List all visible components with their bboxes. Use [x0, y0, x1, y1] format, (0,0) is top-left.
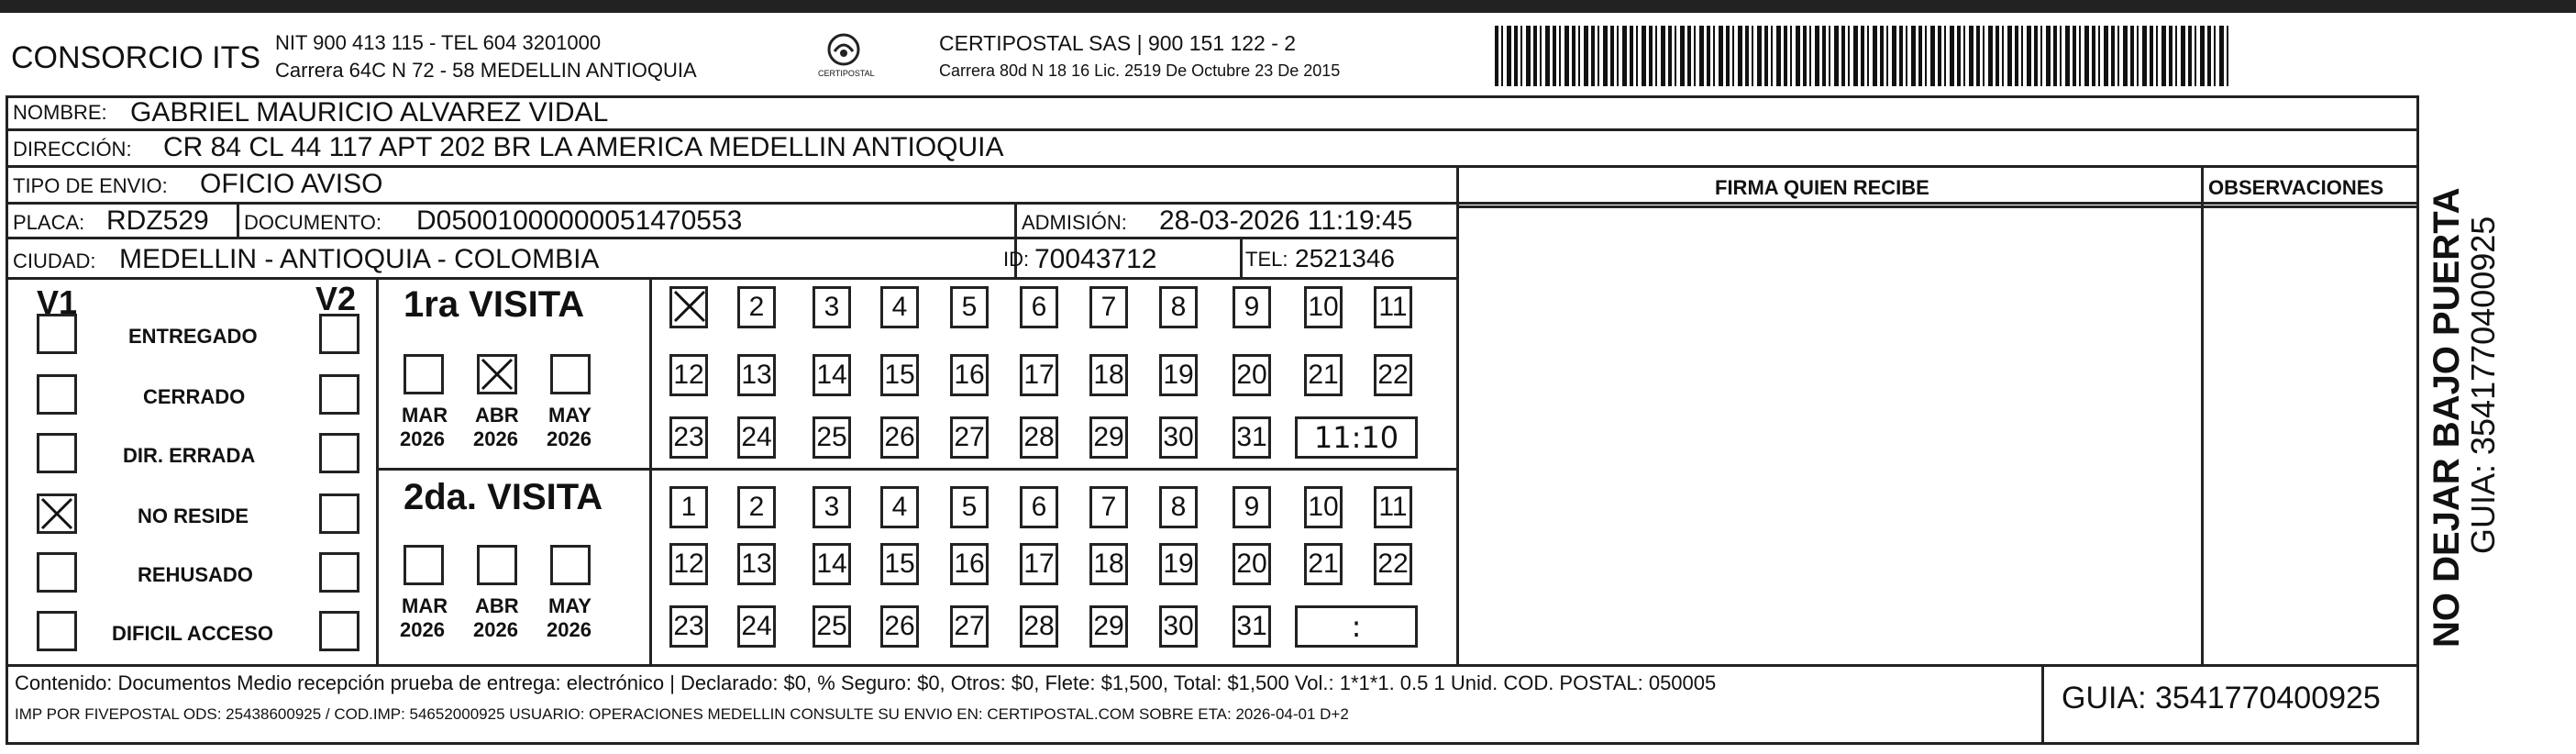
col-line	[1456, 165, 1459, 664]
v2-checkbox[interactable]	[319, 314, 359, 354]
v2-checkbox[interactable]	[319, 493, 359, 534]
status-label: DIR. ERRADA	[123, 444, 256, 467]
logo-text: CERTIPOSTAL	[818, 69, 875, 78]
visita1-day[interactable]: 6	[1020, 286, 1058, 328]
v1-checkbox[interactable]	[37, 314, 77, 354]
visita2-month-year: 2026	[400, 618, 445, 641]
visita2-day[interactable]: 23	[669, 605, 708, 648]
visita2-day[interactable]: 6	[1020, 486, 1058, 528]
visita1-month-year: 2026	[547, 427, 591, 450]
visita2-day[interactable]: 31	[1233, 605, 1271, 648]
visita2-day[interactable]: 2	[737, 486, 776, 528]
visita2-day[interactable]: 15	[880, 543, 919, 585]
status-label: CERRADO	[143, 385, 246, 408]
v1-checkbox[interactable]	[37, 433, 77, 473]
status-label: DIFICIL ACCESO	[112, 622, 274, 645]
documento-label: DOCUMENTO:	[244, 211, 381, 234]
ciudad-value: MEDELLIN - ANTIOQUIA - COLOMBIA	[119, 244, 600, 274]
placa-value: RDZ529	[106, 205, 209, 236]
visita1-day[interactable]: 21	[1304, 354, 1343, 396]
visita1-day-checked[interactable]	[669, 286, 708, 328]
visita2-day[interactable]: 27	[950, 605, 989, 648]
col-line	[2041, 664, 2044, 745]
v2-checkbox[interactable]	[319, 611, 359, 651]
visita1-month-year: 2026	[400, 427, 445, 450]
v2-checkbox[interactable]	[319, 374, 359, 415]
v1-checkbox[interactable]	[37, 611, 77, 651]
visita1-day[interactable]: 2	[737, 286, 776, 328]
side-text	[2423, 101, 2505, 743]
visita1-month-checkbox[interactable]	[477, 354, 517, 394]
visita2-day[interactable]: 30	[1159, 605, 1198, 648]
status-label: ENTREGADO	[128, 325, 258, 348]
top-border	[0, 0, 2576, 13]
visita1-day[interactable]: 8	[1159, 286, 1198, 328]
visita2-day[interactable]: 5	[950, 486, 989, 528]
visita2-day[interactable]: 4	[880, 486, 919, 528]
visita1-time-field[interactable]: 11:10	[1295, 416, 1418, 459]
v1-checkbox[interactable]	[37, 493, 77, 534]
visita2-day[interactable]: 17	[1020, 543, 1058, 585]
v1-checkbox[interactable]	[37, 374, 77, 415]
visita2-month-label: MAR	[402, 594, 448, 617]
visita1-month-label: ABR	[475, 404, 519, 427]
visita1-day[interactable]: 25	[813, 416, 851, 459]
col-line	[649, 277, 652, 664]
col-line	[1240, 237, 1243, 279]
tel-value: 2521346	[1295, 244, 1396, 272]
visita2-month-label: ABR	[475, 594, 519, 617]
visita1-day[interactable]: 29	[1089, 416, 1128, 459]
barcode	[1495, 26, 2228, 86]
visita1-day[interactable]: 16	[950, 354, 989, 396]
visita2-day[interactable]: 20	[1233, 543, 1271, 585]
admision-value: 28-03-2026 11:19:45	[1159, 205, 1413, 236]
visita1-day[interactable]: 3	[813, 286, 851, 328]
visita2-day[interactable]: 13	[737, 543, 776, 585]
visita1-day[interactable]: 24	[737, 416, 776, 459]
v2-checkbox[interactable]	[319, 433, 359, 473]
visita1-day[interactable]: 27	[950, 416, 989, 459]
visita2-day[interactable]: 16	[950, 543, 989, 585]
footer-content: Contenido: Documentos Medio recepción prueba de entrega: electrónico | Declarado: $0, % Seguro: $0, Otros: $0, Flete: $1,500, Total: $1,500 Vol.: 1*1*1. 0.5 1 Unid. COD. POSTAL: 050005	[15, 671, 1717, 694]
visita1-title: 1ra VISITA	[404, 284, 585, 325]
documento-value: D05001000000051470553	[416, 205, 743, 236]
col-line	[237, 202, 239, 238]
admision-label: ADMISIÓN:	[1022, 211, 1127, 234]
visita1-month-label: MAR	[402, 404, 448, 427]
visita2-day[interactable]: 3	[813, 486, 851, 528]
visita2-day[interactable]: 25	[813, 605, 851, 648]
visita1-month-checkbox[interactable]	[404, 354, 444, 394]
visita2-day[interactable]: 21	[1304, 543, 1343, 585]
ciudad-label: CIUDAD:	[13, 249, 96, 272]
row-line	[6, 202, 2419, 205]
row-line	[6, 165, 2419, 168]
visita2-day[interactable]: 12	[669, 543, 708, 585]
visita2-day[interactable]: 10	[1304, 486, 1343, 528]
visita2-day[interactable]: 22	[1374, 543, 1412, 585]
visita1-day[interactable]: 4	[880, 286, 919, 328]
tipo-label: TIPO DE ENVIO:	[13, 174, 168, 197]
visita1-day[interactable]: 20	[1233, 354, 1271, 396]
visita1-month-label: MAY	[548, 404, 591, 427]
firma-label: FIRMA QUIEN RECIBE	[1715, 176, 1929, 199]
visita2-month-checkbox[interactable]	[550, 545, 591, 585]
visita1-day[interactable]: 17	[1020, 354, 1058, 396]
observaciones-label: OBSERVACIONES	[2208, 176, 2384, 199]
tel-label: TEL:	[1245, 248, 1288, 271]
row-line	[376, 468, 1458, 471]
footer-imp: IMP POR FIVEPOSTAL ODS: 25438600925 / COD.IMP: 54652000925 USUARIO: OPERACIONES MEDELLIN CONSULTE SU ENVIO EN: CERTIPOSTAL.COM SOBRE ETA: 2026-04-01 D+2	[15, 705, 1349, 723]
visita2-month-year: 2026	[473, 618, 518, 641]
certipostal-nit: CERTIPOSTAL SAS | 900 151 122 - 2	[939, 31, 1297, 55]
visita2-day[interactable]: 1	[669, 486, 708, 528]
footer-line	[6, 664, 2419, 667]
col-line	[2201, 165, 2204, 664]
tipo-value: OFICIO AVISO	[200, 169, 383, 199]
visita2-day[interactable]: 14	[813, 543, 851, 585]
visita2-month-year: 2026	[547, 618, 591, 641]
visita1-day[interactable]: 5	[950, 286, 989, 328]
visita2-month-label: MAY	[548, 594, 591, 617]
visita1-day[interactable]: 11	[1374, 286, 1412, 328]
id-label: ID:	[1003, 248, 1030, 271]
visita2-day[interactable]: 28	[1020, 605, 1058, 648]
visita1-day[interactable]: 12	[669, 354, 708, 396]
visita1-day[interactable]: 26	[880, 416, 919, 459]
row-line	[1458, 205, 2201, 208]
id-value: 70043712	[1034, 244, 1157, 274]
row-line	[2201, 205, 2419, 208]
footer-guia: GUIA: 3541770400925	[2062, 681, 2381, 715]
visita1-day[interactable]: 31	[1233, 416, 1271, 459]
v2-label: V2	[315, 280, 357, 317]
company-nit: NIT 900 413 115 - TEL 604 3201000	[275, 31, 602, 54]
v1-checkbox[interactable]	[37, 552, 77, 593]
visita2-day[interactable]: 7	[1089, 486, 1128, 528]
visita1-day[interactable]: 18	[1089, 354, 1128, 396]
visita2-day[interactable]: 26	[880, 605, 919, 648]
company-name: CONSORCIO ITS	[11, 40, 261, 75]
col-line	[376, 277, 379, 664]
side-guia: GUIA: 3541770400925	[2464, 216, 2502, 554]
visita1-day[interactable]: 28	[1020, 416, 1058, 459]
visita2-day[interactable]: 19	[1159, 543, 1198, 585]
visita2-day[interactable]: 9	[1233, 486, 1271, 528]
direccion-value: CR 84 CL 44 117 APT 202 BR LA AMERICA MEDELLIN ANTIOQUIA	[163, 132, 1004, 162]
v2-checkbox[interactable]	[319, 552, 359, 593]
visita1-day[interactable]: 14	[813, 354, 851, 396]
visita2-day[interactable]: 29	[1089, 605, 1128, 648]
certipostal-address: Carrera 80d N 18 16 Lic. 2519 De Octubre 23 De 2015	[939, 61, 1341, 80]
visita2-month-checkbox[interactable]	[477, 545, 517, 585]
visita1-day[interactable]: 22	[1374, 354, 1412, 396]
visita1-day[interactable]: 10	[1304, 286, 1343, 328]
visita1-day[interactable]: 23	[669, 416, 708, 459]
status-label: NO RESIDE	[138, 505, 249, 527]
visita1-day[interactable]: 15	[880, 354, 919, 396]
visita2-month-checkbox[interactable]	[404, 545, 444, 585]
placa-label: PLACA:	[13, 211, 85, 234]
visita2-day[interactable]: 18	[1089, 543, 1128, 585]
nombre-label: NOMBRE:	[13, 101, 107, 124]
certipostal-logo-icon	[825, 31, 862, 68]
visita2-day[interactable]: 24	[737, 605, 776, 648]
status-label: REHUSADO	[138, 563, 253, 586]
visita1-day[interactable]: 9	[1233, 286, 1271, 328]
visita1-day[interactable]: 13	[737, 354, 776, 396]
visita2-day[interactable]: 8	[1159, 486, 1198, 528]
visita1-day[interactable]: 30	[1159, 416, 1198, 459]
nombre-value: GABRIEL MAURICIO ALVAREZ VIDAL	[130, 97, 609, 128]
company-address: Carrera 64C N 72 - 58 MEDELLIN ANTIOQUIA	[275, 59, 697, 82]
visita2-time-field[interactable]: :	[1295, 605, 1418, 648]
visita1-day[interactable]: 7	[1089, 286, 1128, 328]
visita1-month-year: 2026	[473, 427, 518, 450]
visita1-day[interactable]: 19	[1159, 354, 1198, 396]
no-dejar-warning: NO DEJAR BAJO PUERTA	[2427, 187, 2467, 648]
visita2-title: 2da. VISITA	[404, 477, 603, 517]
v1-label: V1	[37, 283, 78, 321]
direccion-label: DIRECCIÓN:	[13, 138, 132, 161]
row-line	[6, 128, 2419, 131]
visita2-day[interactable]: 11	[1374, 486, 1412, 528]
visita1-month-checkbox[interactable]	[550, 354, 591, 394]
